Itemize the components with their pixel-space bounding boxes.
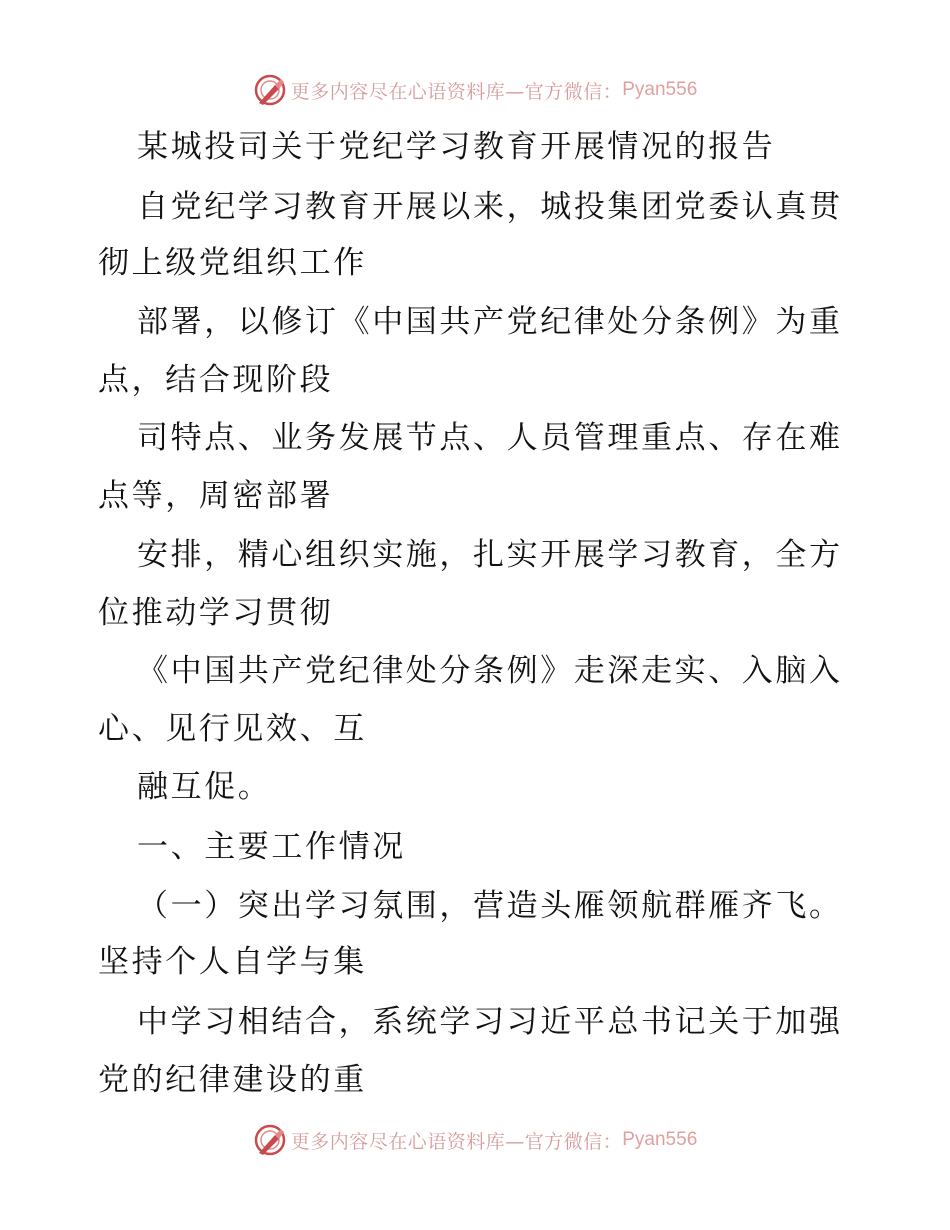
subsection-heading: （一）突出学习氛围，营造头雁领航群雁齐飞。 <box>137 888 843 924</box>
pen-logo-icon <box>253 1123 287 1157</box>
paragraph-line: 位推动学习贯彻 <box>98 595 334 631</box>
watermark-text: 更多内容尽在心语资料库—官方微信： <box>290 1130 623 1153</box>
section-heading: 一、主要工作情况 <box>137 829 406 865</box>
paragraph-line: 心、见行见效、互 <box>98 711 367 747</box>
paragraph-line: 自党纪学习教育开展以来，城投集团党委认真贯 <box>137 189 843 225</box>
paragraph-line: 点等，周密部署 <box>98 478 334 514</box>
paragraph-line: 彻上级党组织工作 <box>98 245 367 281</box>
paragraph-line: 党的纪律建设的重 <box>98 1062 367 1098</box>
paragraph-line: 融互促。 <box>137 769 272 805</box>
document-title: 某城投司关于党纪学习教育开展情况的报告 <box>137 129 776 165</box>
footer-watermark <box>0 1120 950 1160</box>
paragraph-line: 部署，以修订《中国共产党纪律处分条例》为重 <box>137 304 843 340</box>
watermark-text: 更多内容尽在心语资料库—官方微信： <box>290 80 623 103</box>
watermark-wechat-id: Pyan556 <box>622 1129 698 1150</box>
paragraph-line: 司特点、业务发展节点、人员管理重点、存在难 <box>137 420 843 456</box>
paragraph-line: 中学习相结合，系统学习习近平总书记关于加强 <box>137 1004 843 1040</box>
paragraph-line: 坚持个人自学与集 <box>98 944 367 980</box>
paragraph-line: 安排，精心组织实施，扎实开展学习教育，全方 <box>137 537 843 573</box>
paragraph-line: 点，结合现阶段 <box>98 362 334 398</box>
paragraph-line: 《中国共产党纪律处分条例》走深走实、入脑入 <box>137 653 843 689</box>
watermark-wechat-id: Pyan556 <box>622 79 698 100</box>
